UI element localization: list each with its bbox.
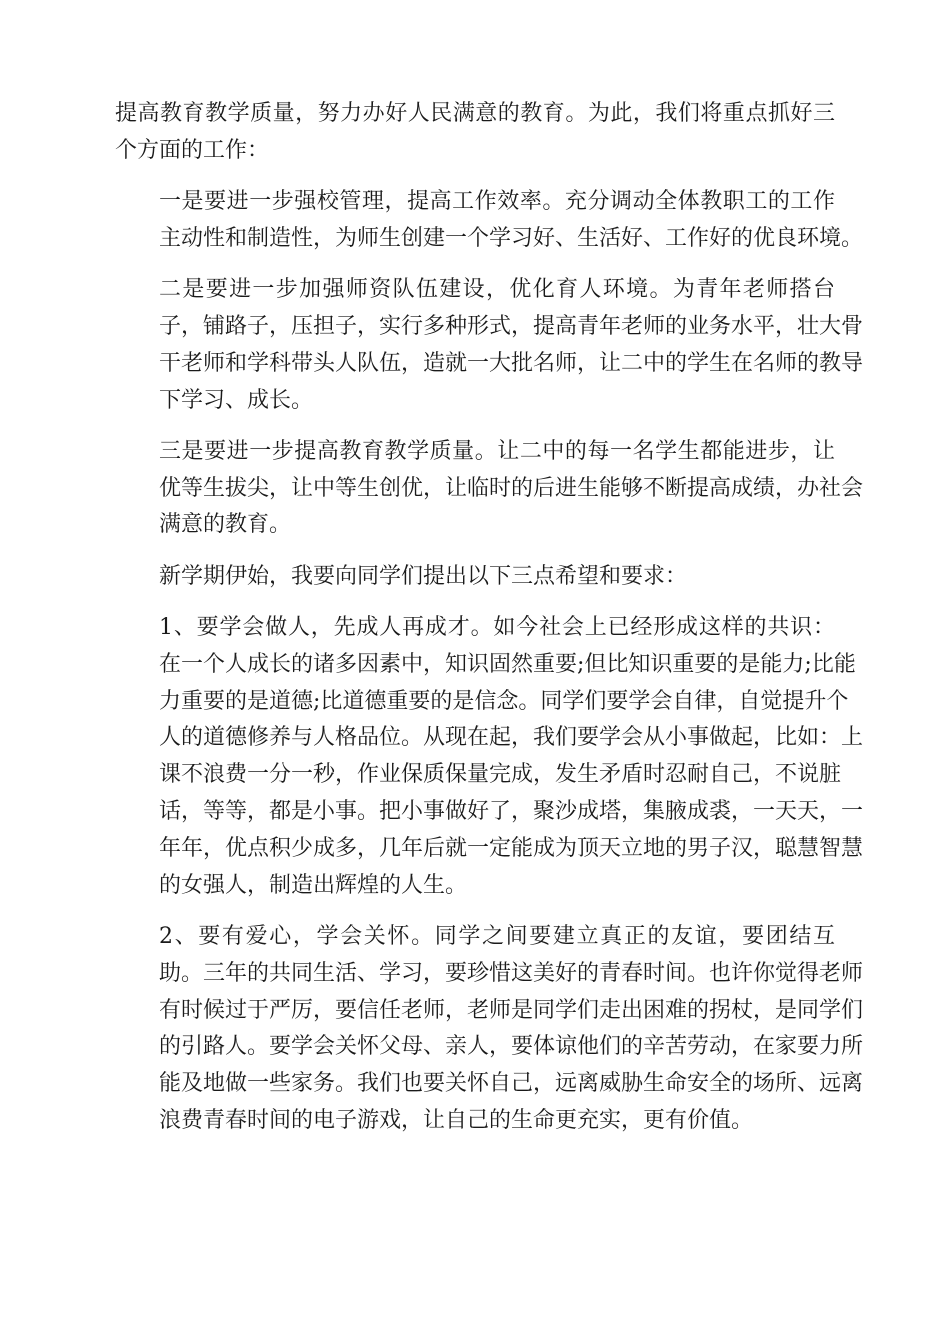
text-line: 子，铺路子，压担子，实行多种形式，提高青年老师的业务水平，壮大骨 bbox=[159, 313, 864, 339]
text-line: 的女强人，制造出辉煌的人生。 bbox=[159, 872, 468, 898]
paragraph-intro bbox=[115, 96, 835, 170]
text-line: 有时候过于严厉，要信任老师，老师是同学们走出困难的拐杖，是同学们 bbox=[159, 997, 864, 1023]
text-line: 优等生拔尖，让中等生创优，让临时的后进生能够不断提高成绩，办社会 bbox=[159, 475, 864, 501]
paragraph-point-two bbox=[115, 272, 864, 419]
paragraph-hopes-intro bbox=[115, 559, 835, 596]
text-line: 新学期伊始，我要向同学们提出以下三点希望和要求： bbox=[159, 563, 688, 589]
text-line: 话，等等，都是小事。把小事做好了，聚沙成塔，集腋成裘，一天天，一 bbox=[159, 799, 864, 825]
paragraph-point-one bbox=[115, 184, 864, 258]
text-line: 二是要进一步加强师资队伍建设，优化育人环境。为青年老师搭台 bbox=[159, 277, 835, 303]
paragraph-request-two bbox=[115, 919, 864, 1140]
text-line: 个方面的工作： bbox=[115, 137, 270, 163]
text-line: 能及地做一些家务。我们也要关怀自己，远离威胁生命安全的场所、远离 bbox=[159, 1071, 864, 1097]
text-line: 三是要进一步提高教育教学质量。让二中的每一名学生都能进步，让 bbox=[159, 438, 835, 464]
text-line: 1、要学会做人，先成人再成才。如今社会上已经形成这样的共识： bbox=[159, 615, 835, 641]
text-line: 一是要进一步强校管理，提高工作效率。充分调动全体教职工的工作 bbox=[159, 189, 835, 215]
text-line: 力重要的是道德;比道德重要的是信念。同学们要学会自律，自觉提升个 bbox=[159, 688, 849, 714]
text-line: 的引路人。要学会关怀父母、亲人，要体谅他们的辛苦劳动，在家要力所 bbox=[159, 1034, 864, 1060]
text-line: 助。三年的共同生活、学习，要珍惜这美好的青春时间。也许你觉得老师 bbox=[159, 960, 864, 986]
text-line: 在一个人成长的诸多因素中，知识固然重要;但比知识重要的是能力;比能 bbox=[159, 651, 856, 677]
text-line: 提高教育教学质量，努力办好人民满意的教育。为此，我们将重点抓好三 bbox=[115, 101, 835, 126]
text-line: 年年，优点积少成多，几年后就一定能成为顶天立地的男子汉，聪慧智慧 bbox=[159, 835, 864, 861]
text-line: 下学习、成长。 bbox=[159, 387, 314, 413]
text-line: 2、要有爱心，学会关怀。同学之间要建立真正的友谊，要团结互 bbox=[159, 923, 835, 949]
text-line: 人的道德修养与人格品位。从现在起，我们要学会从小事做起，比如：上 bbox=[159, 725, 864, 751]
text-line: 课不浪费一分一秒，作业保质保量完成，发生矛盾时忍耐自己，不说脏 bbox=[159, 762, 842, 788]
paragraph-point-three bbox=[115, 434, 864, 544]
text-line: 主动性和制造性，为师生创建一个学习好、生活好、工作好的优良环境。 bbox=[159, 225, 864, 251]
text-line: 浪费青春时间的电子游戏，让自己的生命更充实，更有价值。 bbox=[159, 1107, 754, 1133]
document-page bbox=[115, 96, 864, 1154]
text-line: 干老师和学科带头人队伍，造就一大批名师，让二中的学生在名师的教导 bbox=[159, 350, 864, 376]
text-line: 满意的教育。 bbox=[159, 512, 292, 538]
paragraph-request-one bbox=[115, 610, 864, 904]
